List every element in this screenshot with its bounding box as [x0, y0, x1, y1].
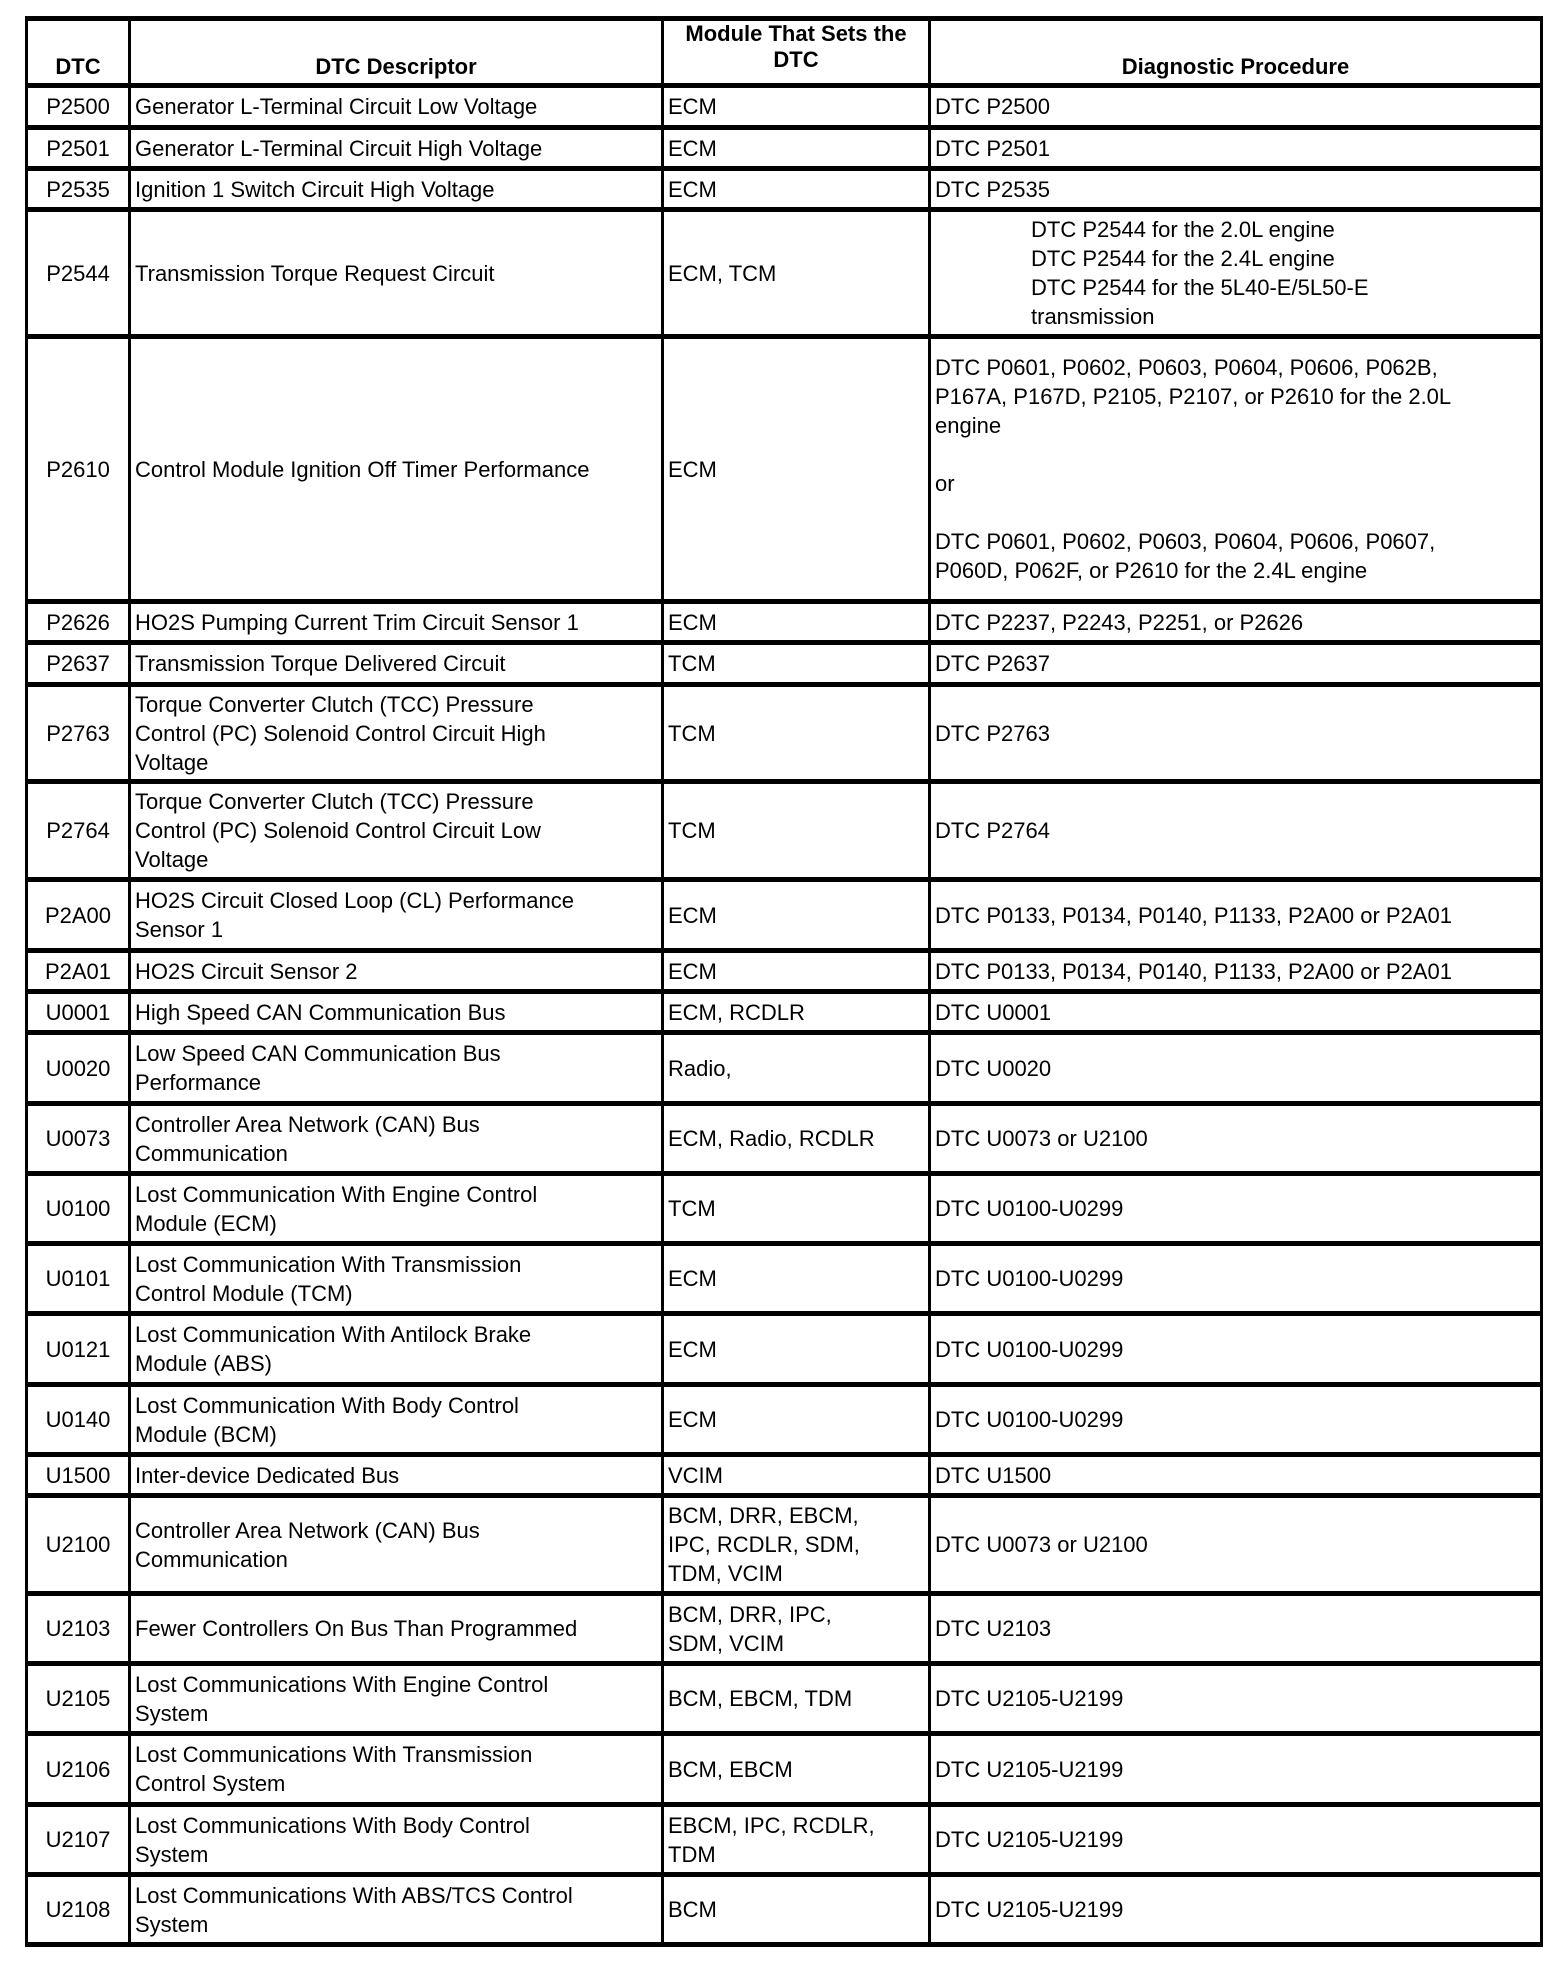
setting-module: ECM: [663, 86, 930, 128]
header-dtc: DTC: [27, 19, 130, 86]
dtc-table: [25, 16, 1543, 1947]
table-row: [27, 782, 1542, 880]
dtc-code: U2106: [27, 1734, 130, 1805]
diagnostic-procedure: DTC U0100-U0299: [930, 1244, 1542, 1314]
diagnostic-procedure: DTC P2637: [930, 643, 1542, 685]
dtc-descriptor: Inter-device Dedicated Bus: [130, 1455, 663, 1496]
diagnostic-procedure: DTC U0020: [930, 1033, 1542, 1104]
setting-module: ECM: [663, 602, 930, 643]
dtc-descriptor: Low Speed CAN Communication Bus Performance: [130, 1033, 663, 1104]
setting-module: ECM, RCDLR: [663, 992, 930, 1033]
setting-module: TCM: [663, 643, 930, 685]
dtc-code: U0100: [27, 1174, 130, 1244]
diagnostic-procedure: DTC U0001: [930, 992, 1542, 1033]
dtc-descriptor: Torque Converter Clutch (TCC) Pressure Control (PC) Solenoid Control Circuit High Voltage: [130, 685, 663, 782]
dtc-descriptor: High Speed CAN Communication Bus: [130, 992, 663, 1033]
setting-module: ECM: [663, 337, 930, 602]
table-row: [27, 992, 1542, 1033]
dtc-descriptor: Torque Converter Clutch (TCC) Pressure Control (PC) Solenoid Control Circuit Low Voltage: [130, 782, 663, 880]
table-row: [27, 880, 1542, 951]
dtc-descriptor: Transmission Torque Request Circuit: [130, 210, 663, 337]
dtc-code: P2763: [27, 685, 130, 782]
dtc-code: P2637: [27, 643, 130, 685]
table-row: [27, 1385, 1542, 1455]
dtc-code: P2500: [27, 86, 130, 128]
diagnostic-procedure: DTC U0100-U0299: [930, 1314, 1542, 1385]
dtc-descriptor: Lost Communications With Body Control System: [130, 1805, 663, 1875]
dtc-descriptor: Ignition 1 Switch Circuit High Voltage: [130, 169, 663, 210]
table-row: [27, 685, 1542, 782]
diagnostic-procedure: DTC P2535: [930, 169, 1542, 210]
dtc-code: U0001: [27, 992, 130, 1033]
diagnostic-procedure: DTC U2105-U2199: [930, 1805, 1542, 1875]
dtc-descriptor: Generator L-Terminal Circuit Low Voltage: [130, 86, 663, 128]
table-row: [27, 951, 1542, 992]
dtc-descriptor: Fewer Controllers On Bus Than Programmed: [130, 1594, 663, 1664]
dtc-code: U2105: [27, 1664, 130, 1734]
diagnostic-procedure: DTC P0601, P0602, P0603, P0604, P0606, P062B, P167A, P167D, P2105, P2107, or P2610 for the 2.0L engine or DTC P0601, P0602, P0603, P0604, P0606, P0607, P060D, P062F, or P2610 for the 2.4L engine: [930, 337, 1542, 602]
setting-module: ECM: [663, 880, 930, 951]
setting-module: EBCM, IPC, RCDLR, TDM: [663, 1805, 930, 1875]
diagnostic-procedure: DTC U0073 or U2100: [930, 1104, 1542, 1174]
dtc-code: P2544: [27, 210, 130, 337]
table-row: [27, 210, 1542, 337]
table-row: [27, 169, 1542, 210]
setting-module: Radio,: [663, 1033, 930, 1104]
table-row: [27, 1875, 1542, 1945]
table-row: [27, 128, 1542, 169]
table-row: [27, 1104, 1542, 1174]
dtc-descriptor: Lost Communications With ABS/TCS Control System: [130, 1875, 663, 1945]
diagnostic-procedure: DTC U0100-U0299: [930, 1174, 1542, 1244]
dtc-descriptor: Controller Area Network (CAN) Bus Communication: [130, 1496, 663, 1594]
setting-module: ECM, TCM: [663, 210, 930, 337]
diagnostic-procedure: DTC U1500: [930, 1455, 1542, 1496]
setting-module: ECM: [663, 951, 930, 992]
dtc-code: U2100: [27, 1496, 130, 1594]
dtc-code: U0073: [27, 1104, 130, 1174]
diagnostic-procedure: DTC P2764: [930, 782, 1542, 880]
setting-module: TCM: [663, 685, 930, 782]
table-row: [27, 1594, 1542, 1664]
table-row: [27, 1734, 1542, 1805]
header-procedure: Diagnostic Procedure: [930, 19, 1542, 86]
dtc-descriptor: Control Module Ignition Off Timer Performance: [130, 337, 663, 602]
dtc-code: U2107: [27, 1805, 130, 1875]
header-descriptor: DTC Descriptor: [130, 19, 663, 86]
table-row: [27, 1455, 1542, 1496]
dtc-code: P2764: [27, 782, 130, 880]
dtc-code: P2535: [27, 169, 130, 210]
table-row: [27, 1033, 1542, 1104]
table-row: [27, 86, 1542, 128]
diagnostic-procedure: DTC U2105-U2199: [930, 1734, 1542, 1805]
dtc-descriptor: HO2S Circuit Sensor 2: [130, 951, 663, 992]
table-row: [27, 337, 1542, 602]
setting-module: ECM: [663, 1385, 930, 1455]
dtc-descriptor: HO2S Pumping Current Trim Circuit Sensor 1: [130, 602, 663, 643]
dtc-code: P2A00: [27, 880, 130, 951]
table-row: [27, 1805, 1542, 1875]
setting-module: BCM, EBCM, TDM: [663, 1664, 930, 1734]
dtc-descriptor: Controller Area Network (CAN) Bus Communication: [130, 1104, 663, 1174]
table-row: [27, 1314, 1542, 1385]
dtc-descriptor: Lost Communications With Engine Control System: [130, 1664, 663, 1734]
dtc-code: U1500: [27, 1455, 130, 1496]
setting-module: BCM, DRR, EBCM, IPC, RCDLR, SDM, TDM, VCIM: [663, 1496, 930, 1594]
setting-module: BCM, DRR, IPC, SDM, VCIM: [663, 1594, 930, 1664]
dtc-descriptor: Lost Communication With Transmission Control Module (TCM): [130, 1244, 663, 1314]
header-row: [27, 19, 1542, 86]
dtc-code: U0140: [27, 1385, 130, 1455]
diagnostic-procedure: DTC U2105-U2199: [930, 1875, 1542, 1945]
setting-module: ECM: [663, 128, 930, 169]
dtc-descriptor: Generator L-Terminal Circuit High Voltage: [130, 128, 663, 169]
diagnostic-procedure: DTC P2500: [930, 86, 1542, 128]
dtc-code: P2A01: [27, 951, 130, 992]
header-module: Module That Sets the DTC: [663, 19, 930, 86]
diagnostic-procedure: DTC P0133, P0134, P0140, P1133, P2A00 or P2A01: [930, 951, 1542, 992]
setting-module: ECM: [663, 169, 930, 210]
dtc-code: P2610: [27, 337, 130, 602]
table-row: [27, 602, 1542, 643]
diagnostic-procedure: DTC U2103: [930, 1594, 1542, 1664]
dtc-code: P2501: [27, 128, 130, 169]
diagnostic-procedure: DTC P2237, P2243, P2251, or P2626: [930, 602, 1542, 643]
setting-module: TCM: [663, 782, 930, 880]
diagnostic-procedure: DTC P0133, P0134, P0140, P1133, P2A00 or P2A01: [930, 880, 1542, 951]
dtc-code: U2108: [27, 1875, 130, 1945]
dtc-descriptor: Lost Communications With Transmission Control System: [130, 1734, 663, 1805]
table-row: [27, 1496, 1542, 1594]
setting-module: BCM: [663, 1875, 930, 1945]
diagnostic-procedure: DTC U0100-U0299: [930, 1385, 1542, 1455]
setting-module: BCM, EBCM: [663, 1734, 930, 1805]
dtc-code: P2626: [27, 602, 130, 643]
setting-module: ECM, Radio, RCDLR: [663, 1104, 930, 1174]
table-row: [27, 1664, 1542, 1734]
diagnostic-procedure: DTC P2501: [930, 128, 1542, 169]
dtc-descriptor: Lost Communication With Body Control Module (BCM): [130, 1385, 663, 1455]
setting-module: ECM: [663, 1244, 930, 1314]
dtc-descriptor: Transmission Torque Delivered Circuit: [130, 643, 663, 685]
dtc-code: U0121: [27, 1314, 130, 1385]
table-row: [27, 643, 1542, 685]
dtc-code: U0020: [27, 1033, 130, 1104]
setting-module: TCM: [663, 1174, 930, 1244]
table-row: [27, 1244, 1542, 1314]
dtc-code: U2103: [27, 1594, 130, 1664]
diagnostic-procedure: DTC U2105-U2199: [930, 1664, 1542, 1734]
dtc-code: U0101: [27, 1244, 130, 1314]
dtc-descriptor: HO2S Circuit Closed Loop (CL) Performance Sensor 1: [130, 880, 663, 951]
table-row: [27, 1174, 1542, 1244]
dtc-descriptor: Lost Communication With Engine Control Module (ECM): [130, 1174, 663, 1244]
dtc-descriptor: Lost Communication With Antilock Brake Module (ABS): [130, 1314, 663, 1385]
diagnostic-procedure: DTC P2763: [930, 685, 1542, 782]
diagnostic-procedure: DTC P2544 for the 2.0L engine DTC P2544 for the 2.4L engine DTC P2544 for the 5L40-E/5L50-E transmission: [930, 210, 1542, 337]
diagnostic-procedure: DTC U0073 or U2100: [930, 1496, 1542, 1594]
setting-module: ECM: [663, 1314, 930, 1385]
setting-module: VCIM: [663, 1455, 930, 1496]
